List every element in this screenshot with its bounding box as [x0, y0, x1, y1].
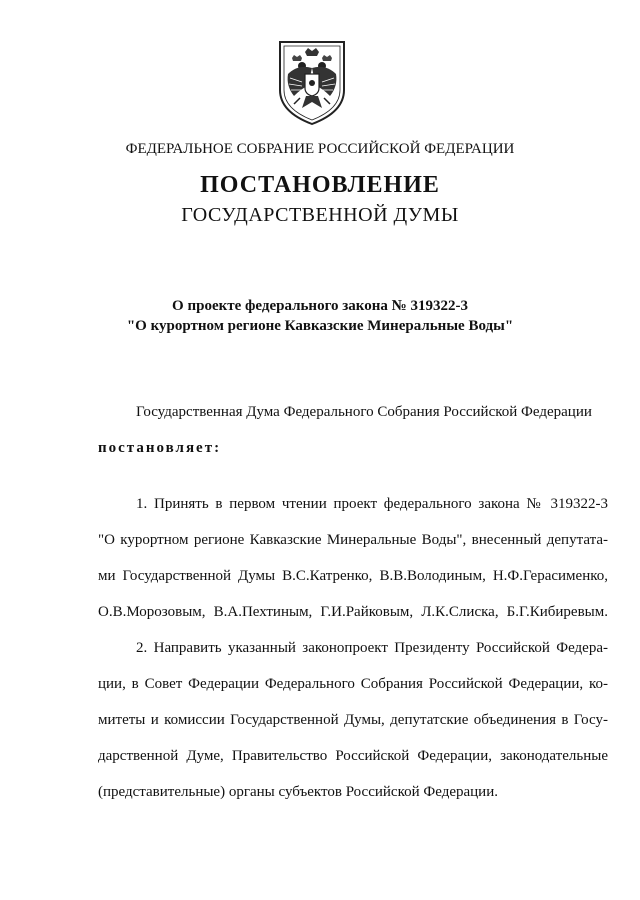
subject-line-1: О проекте федерального закона № 319322-3: [172, 298, 468, 314]
item-1-line: О.В.Морозовым, В.А.Пехтиным, Г.И.Райковым, Л.К.Слиска, Б.Г.Кибиревым.: [98, 604, 608, 620]
decree-word: постановляет:: [98, 440, 222, 456]
item-2-line: дарственной Думе, Правительство Российской Федерации, законодательные: [98, 748, 608, 764]
coat-of-arms-icon: [272, 38, 352, 128]
item-1-line: 1. Принять в первом чтении проект федерального закона № 319322-3: [136, 496, 608, 512]
assembly-name: ФЕДЕРАЛЬНОЕ СОБРАНИЕ РОССИЙСКОЙ ФЕДЕРАЦИИ: [125, 141, 515, 157]
preamble-text: Государственная Дума Федерального Собрания Российской Федерации: [136, 404, 592, 420]
item-2-line: митеты и комиссии Государственной Думы, депутатские объединения в Госу-: [98, 712, 608, 728]
document-subject: [0, 296, 640, 336]
subject-line-2: "О курортном регионе Кавказские Минеральные Воды": [126, 318, 514, 334]
item-2-line: ции, в Совет Федерации Федерального Собрания Российской Федерации, ко-: [98, 676, 608, 692]
item-1-line: ми Государственной Думы В.С.Катренко, В.В.Володиным, Н.Ф.Герасименко,: [98, 568, 608, 584]
resolution-item-2: [98, 630, 608, 810]
issuer-name: ГОСУДАРСТВЕННОЙ ДУМЫ: [181, 204, 459, 226]
resolution-item-1: [98, 486, 608, 630]
item-2-line: (представительные) органы субъектов Российской Федерации.: [98, 784, 498, 800]
document-type-title: ПОСТАНОВЛЕНИЕ: [200, 172, 440, 198]
item-1-line: "О курортном регионе Кавказские Минеральные Воды", внесенный депутата-: [98, 532, 608, 548]
item-2-line: 2. Направить указанный законопроект Президенту Российской Федера-: [136, 640, 608, 656]
